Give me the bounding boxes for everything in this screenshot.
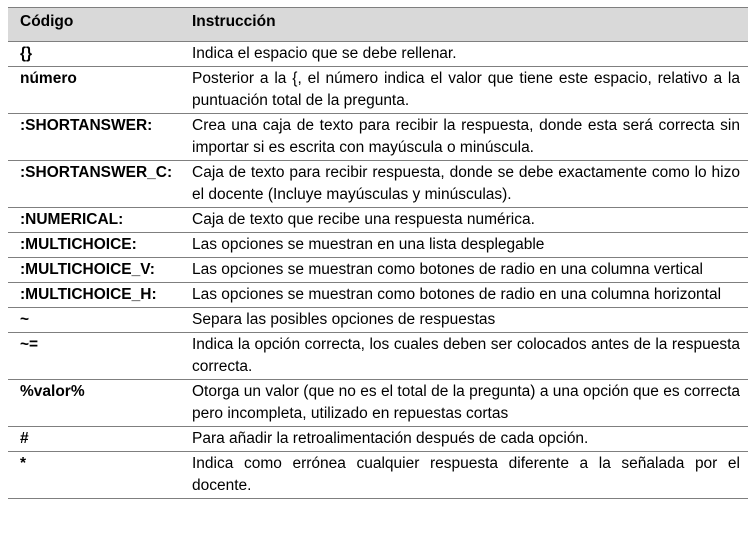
table-row — [8, 67, 748, 114]
code-cell: :MULTICHOICE_V: — [8, 258, 184, 283]
code-cell: número — [8, 67, 184, 114]
table-row — [8, 283, 748, 308]
table-header-row — [8, 8, 748, 42]
instructions-table-container — [8, 7, 748, 499]
code-cell: :MULTICHOICE: — [8, 233, 184, 258]
instruction-cell: Las opciones se muestran como botones de radio en una columna horizontal — [184, 283, 748, 308]
table-row — [8, 114, 748, 161]
instruction-cell: Indica como errónea cualquier respuesta diferente a la señalada por el docente. — [184, 452, 748, 499]
code-cell: :MULTICHOICE_H: — [8, 283, 184, 308]
instruction-cell: Otorga un valor (que no es el total de la pregunta) a una opción que es correcta pero incompleta, utilizado en repuestas cortas — [184, 380, 748, 427]
code-cell: * — [8, 452, 184, 499]
table-row — [8, 161, 748, 208]
instruction-cell: Indica la opción correcta, los cuales deben ser colocados antes de la respuesta correcta. — [184, 333, 748, 380]
table-row — [8, 380, 748, 427]
instruction-cell: Caja de texto que recibe una respuesta numérica. — [184, 208, 748, 233]
header-code: Código — [8, 8, 184, 42]
code-cell: ~= — [8, 333, 184, 380]
instruction-cell: Crea una caja de texto para recibir la respuesta, donde esta será correcta sin importar si es escrita con mayúscula o minúscula. — [184, 114, 748, 161]
instruction-cell: Para añadir la retroalimentación después de cada opción. — [184, 427, 748, 452]
code-cell: # — [8, 427, 184, 452]
instruction-cell: Separa las posibles opciones de respuestas — [184, 308, 748, 333]
code-cell: :SHORTANSWER: — [8, 114, 184, 161]
code-cell: {} — [8, 42, 184, 67]
code-cell: :NUMERICAL: — [8, 208, 184, 233]
table-row — [8, 233, 748, 258]
instruction-cell: Las opciones se muestran como botones de radio en una columna vertical — [184, 258, 748, 283]
table-row — [8, 427, 748, 452]
instruction-cell: Indica el espacio que se debe rellenar. — [184, 42, 748, 67]
table-row — [8, 333, 748, 380]
instruction-cell: Posterior a la {, el número indica el valor que tiene este espacio, relativo a la puntuación total de la pregunta. — [184, 67, 748, 114]
code-cell: %valor% — [8, 380, 184, 427]
header-instruction: Instrucción — [184, 8, 748, 42]
table-row — [8, 452, 748, 499]
instructions-table — [8, 7, 748, 499]
table-row — [8, 208, 748, 233]
instruction-cell: Caja de texto para recibir respuesta, donde se debe exactamente como lo hizo el docente (Incluye mayúsculas y minúsculas). — [184, 161, 748, 208]
table-row — [8, 258, 748, 283]
instruction-cell: Las opciones se muestran en una lista desplegable — [184, 233, 748, 258]
code-cell: :SHORTANSWER_C: — [8, 161, 184, 208]
table-row — [8, 308, 748, 333]
table-row — [8, 42, 748, 67]
code-cell: ~ — [8, 308, 184, 333]
